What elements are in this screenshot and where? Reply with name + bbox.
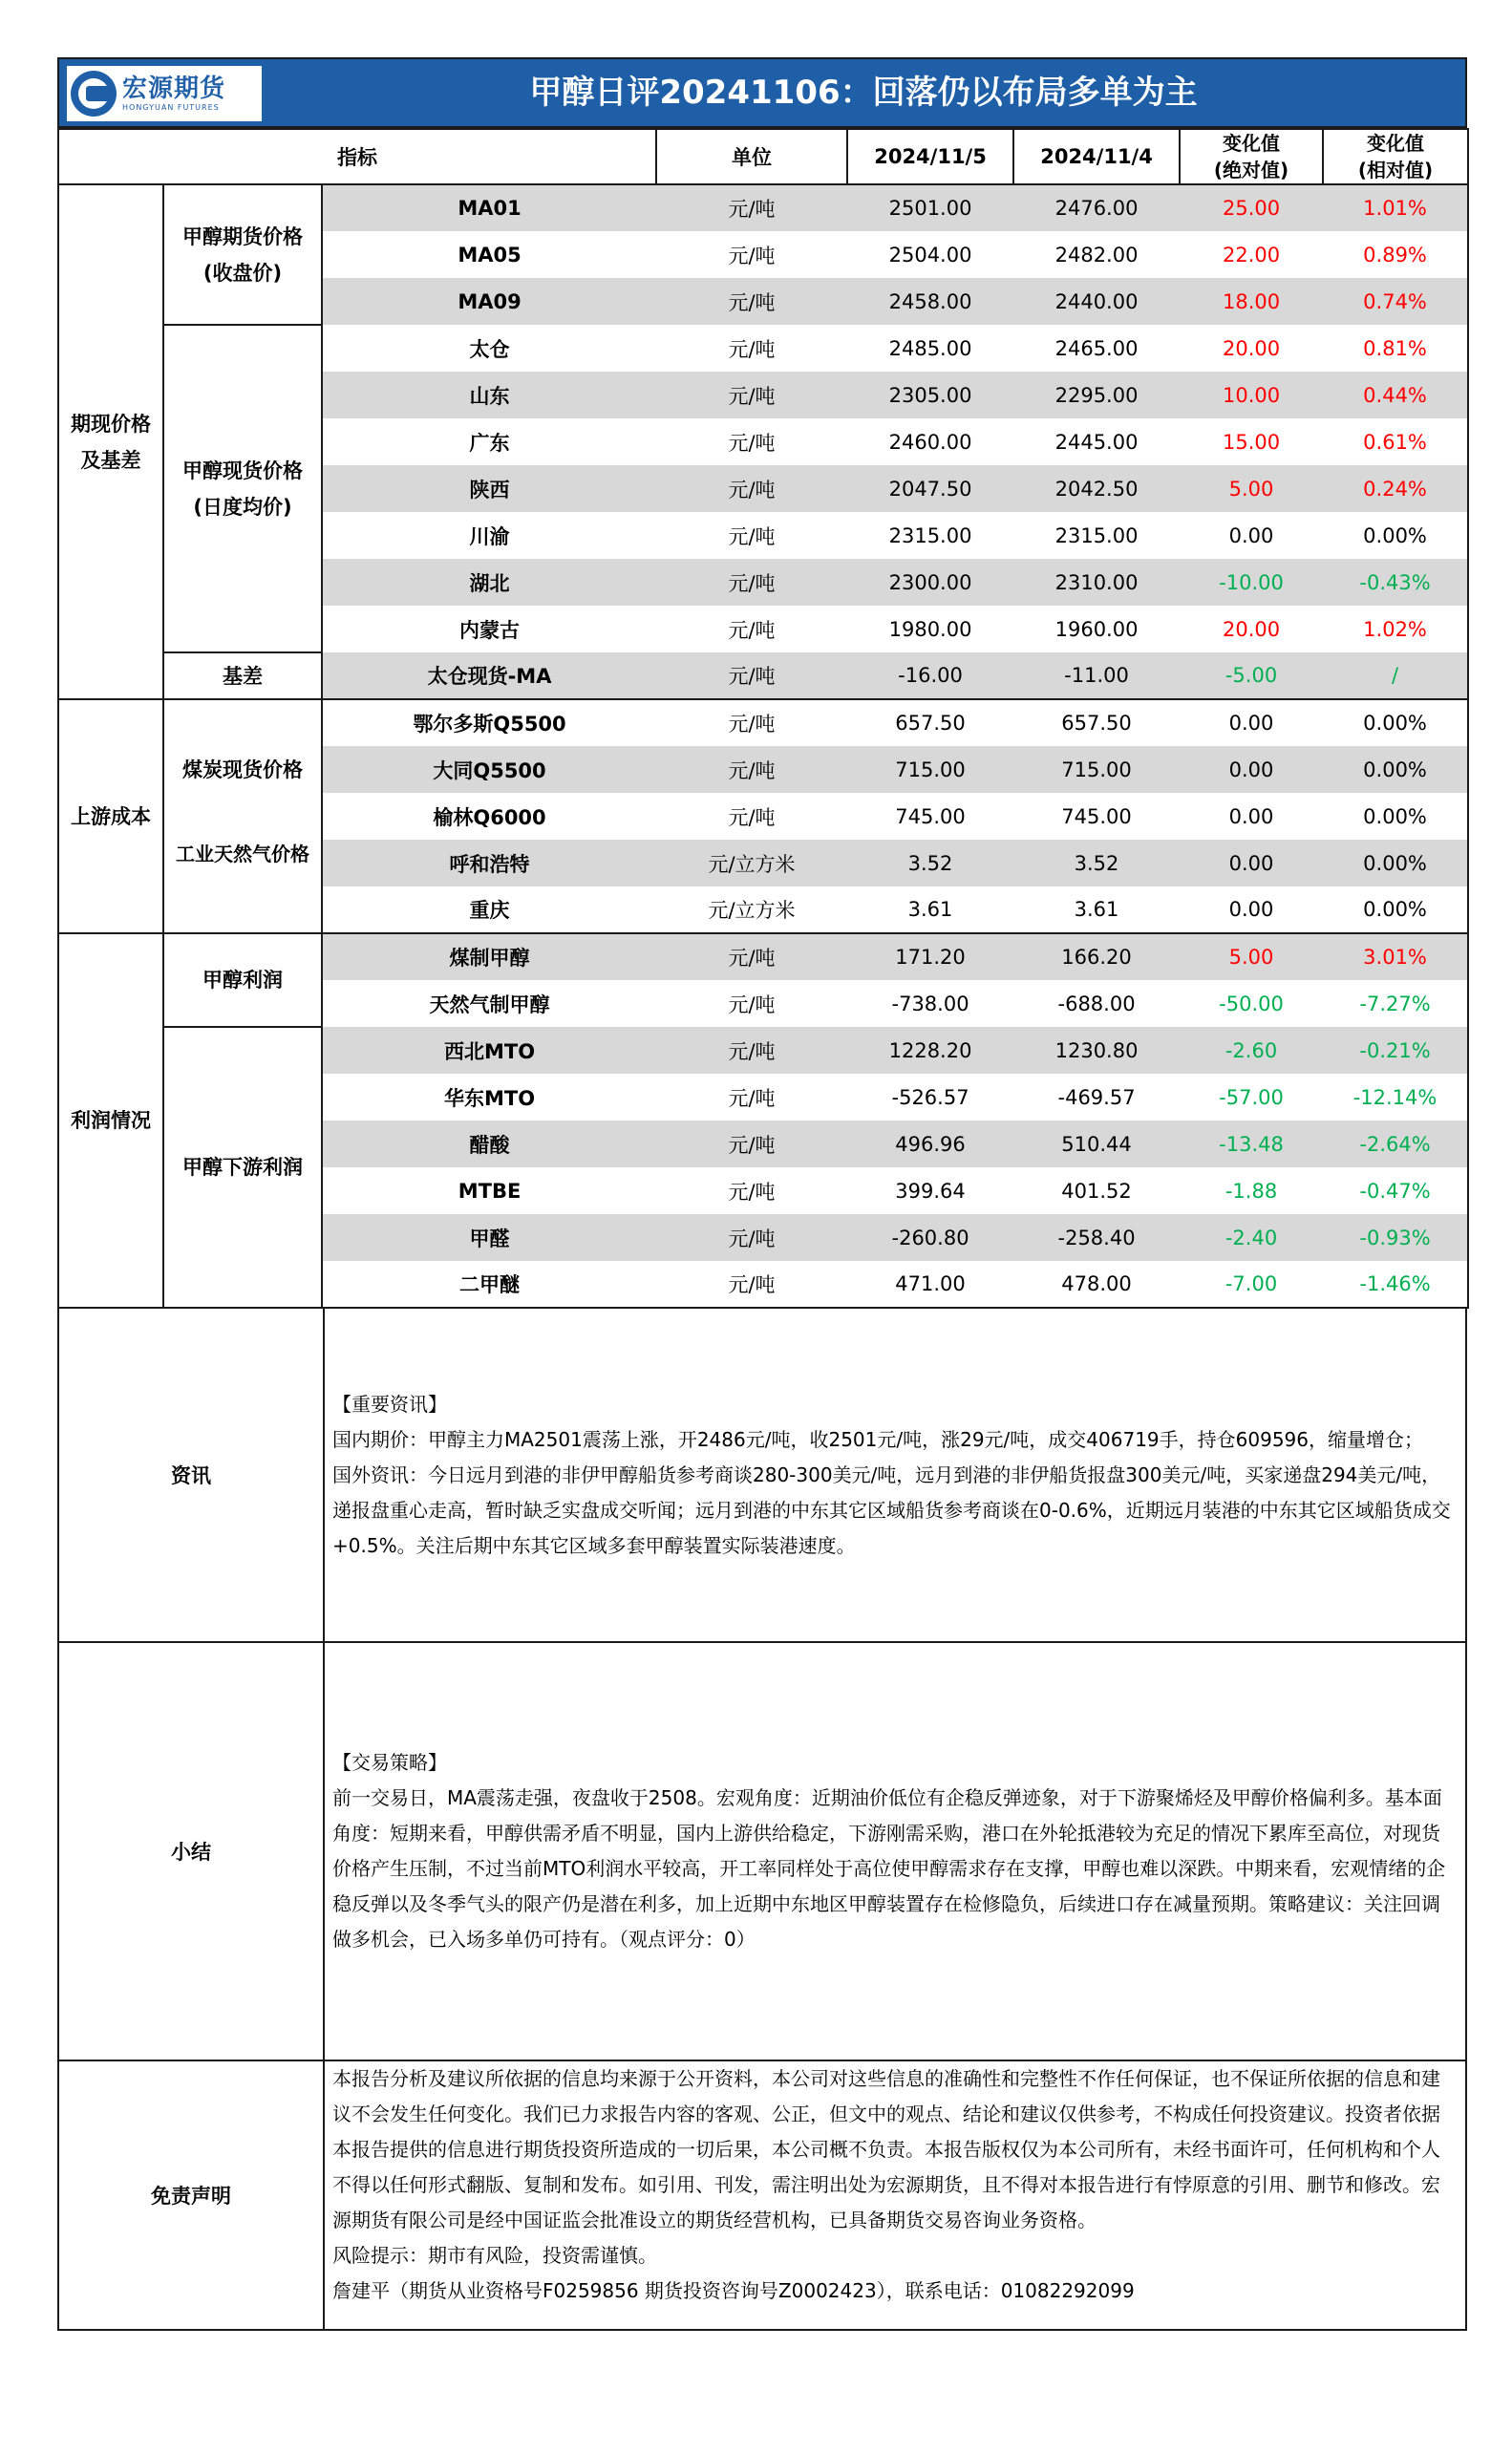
change-rel: -0.47%: [1323, 1167, 1468, 1214]
unit-cell: 元/吨: [656, 933, 847, 980]
unit-cell: 元/吨: [656, 184, 847, 231]
change-rel: 3.01%: [1323, 933, 1468, 980]
unit-cell: 元/立方米: [656, 886, 847, 933]
change-abs: 22.00: [1222, 243, 1281, 267]
value-date1: 496.96: [847, 1121, 1013, 1167]
change-abs: 0.00: [1228, 712, 1274, 735]
logo-name-en: HONGYUAN FUTURES: [122, 103, 220, 112]
indicator-name: 湖北: [322, 559, 656, 606]
subgroup-gas-price: 工业天然气价格: [163, 840, 322, 933]
change-rel: 0.81%: [1323, 325, 1468, 372]
value-date2: 478.00: [1013, 1261, 1180, 1308]
value-date2: 510.44: [1013, 1121, 1180, 1167]
value-date2: -469.57: [1057, 1085, 1136, 1109]
value-date1: 2305.00: [847, 372, 1013, 418]
indicator-name: 天然气制甲醇: [429, 993, 550, 1016]
value-date2: 401.52: [1061, 1179, 1132, 1203]
table-row: [58, 1027, 1468, 1074]
indicator-name: 二甲醚: [322, 1261, 656, 1308]
change-abs: -13.48: [1180, 1121, 1323, 1167]
change-rel: 0.00%: [1323, 886, 1468, 933]
change-abs: -5.00: [1180, 652, 1323, 699]
group-profit: 利润情况: [58, 933, 163, 1308]
change-abs: 0.00: [1180, 746, 1323, 793]
unit-cell: 元/吨: [656, 372, 847, 418]
table-row: [58, 840, 1468, 886]
subgroup-methanol-profit: 甲醇利润: [163, 933, 322, 1027]
logo-name-cn: 宏源期货: [122, 75, 226, 103]
value-date1: 657.50: [895, 712, 966, 735]
subgroup-downstream-profit: 甲醇下游利润: [163, 1027, 322, 1308]
change-abs: 0.00: [1180, 840, 1323, 886]
value-date1: -260.80: [847, 1214, 1013, 1261]
change-abs: -1.88: [1225, 1179, 1278, 1203]
change-abs: -10.00: [1180, 559, 1323, 606]
change-abs: 0.00: [1228, 523, 1274, 547]
value-date2: -11.00: [1013, 652, 1180, 699]
unit-cell: 元/吨: [728, 431, 776, 455]
unit-cell: 元/吨: [728, 1086, 776, 1110]
indicator-name: MTBE: [458, 1179, 522, 1203]
value-date2: -258.40: [1013, 1214, 1180, 1261]
unit-cell: 元/吨: [656, 1027, 847, 1074]
report-header: [57, 57, 1467, 128]
change-rel: 0.00%: [1323, 512, 1468, 559]
change-abs: 15.00: [1222, 430, 1281, 454]
value-date2: 2042.50: [1013, 465, 1180, 512]
value-date1: 2501.00: [847, 184, 1013, 231]
value-date1: 2458.00: [847, 278, 1013, 325]
indicator-name: 太仓现货-MA: [322, 652, 656, 699]
unit-cell: 元/吨: [728, 524, 776, 548]
news-body: [325, 1309, 1465, 1641]
change-rel: /: [1323, 652, 1468, 699]
value-date1: 1980.00: [888, 617, 972, 641]
change-rel: 1.02%: [1323, 606, 1468, 652]
value-date1: 745.00: [895, 804, 966, 828]
value-date1: 2485.00: [888, 336, 972, 360]
indicator-name: 醋酸: [322, 1121, 656, 1167]
report: [57, 57, 1467, 2331]
logo-mark-icon: [71, 71, 117, 117]
group-spot-futures-basis: 期现价格及基差: [58, 184, 163, 699]
unit-cell: 元/吨: [656, 746, 847, 793]
news-label: 资讯: [59, 1309, 325, 1641]
value-date2: 1960.00: [1054, 617, 1139, 641]
indicator-name: 陕西: [322, 465, 656, 512]
change-abs: 10.00: [1180, 372, 1323, 418]
value-date1: -526.57: [891, 1085, 969, 1109]
value-date2: 3.61: [1013, 886, 1180, 933]
unit-cell: 元/吨: [728, 993, 776, 1016]
table-row: [58, 184, 1468, 231]
summary-section: [57, 1643, 1467, 2061]
disclaimer-label: 免责声明: [59, 2061, 325, 2329]
value-date1: 1228.20: [847, 1027, 1013, 1074]
unit-cell: 元/吨: [728, 618, 776, 642]
col-change-rel: 变化值 (相对值): [1323, 129, 1468, 184]
change-abs: -2.60: [1180, 1027, 1323, 1074]
value-date1: 2047.50: [847, 465, 1013, 512]
indicator-name: 广东: [469, 431, 510, 455]
col-change-abs: 变化值 (绝对值): [1180, 129, 1323, 184]
value-date1: 715.00: [847, 746, 1013, 793]
col-indicator: 指标: [58, 129, 656, 184]
unit-cell: 元/吨: [656, 652, 847, 699]
unit-cell: 元/吨: [728, 337, 776, 361]
change-rel: -0.43%: [1323, 559, 1468, 606]
disclaimer-section: [57, 2061, 1467, 2331]
change-abs: 5.00: [1180, 465, 1323, 512]
value-date2: 2310.00: [1013, 559, 1180, 606]
value-date2: 2315.00: [1054, 523, 1139, 547]
change-rel: -0.93%: [1323, 1214, 1468, 1261]
value-date2: 657.50: [1061, 712, 1132, 735]
change-abs: -7.00: [1180, 1261, 1323, 1308]
analyst-contact: 詹建平（期货从业资格号F0259856 期货投资咨询号Z0002423），联系电话：01082292099: [332, 2279, 1135, 2302]
company-logo: [67, 66, 262, 121]
report-title: 甲醇日评20241106：回落仍以布局多单为主: [529, 74, 1198, 112]
table-row: [58, 933, 1468, 980]
table-header-row: [58, 129, 1468, 184]
value-date1: 2300.00: [847, 559, 1013, 606]
change-rel: 0.00%: [1323, 840, 1468, 886]
unit-cell: 元/吨: [728, 1180, 776, 1204]
change-rel: -12.14%: [1323, 1074, 1468, 1121]
indicator-name: 山东: [322, 372, 656, 418]
change-rel: 1.01%: [1323, 184, 1468, 231]
change-rel: -1.46%: [1323, 1261, 1468, 1308]
value-date2: 745.00: [1061, 804, 1132, 828]
col-date1: 2024/11/5: [847, 129, 1013, 184]
subgroup-basis: 基差: [163, 652, 322, 699]
indicator-name: 川渝: [469, 524, 510, 548]
change-rel: -2.64%: [1323, 1121, 1468, 1167]
change-rel: 0.44%: [1323, 372, 1468, 418]
value-date1: -16.00: [847, 652, 1013, 699]
unit-cell: 元/吨: [656, 559, 847, 606]
news-section: [57, 1309, 1467, 1643]
change-abs: 20.00: [1222, 617, 1281, 641]
disclaimer-text: 本报告分析及建议所依据的信息均来源于公开资料，本公司对这些信息的准确性和完整性不作任何保证，也不保证所依据的信息和建议不会发生任何变化。我们已力求报告内容的客观、公正，但文中的观点、结论和建议仅供参考，不构成任何投资建议。投资者依据本报告提供的信息进行期货投资所造成的一切后果，本公司概不负责。本报告版权仅为本公司所有，未经书面许可，任何机构和个人不得以任何形式翻版、复制和发布。如引用、刊发，需注明出处为宏源期货，且不得对本报告进行有悖原意的引用、删节和修改。宏源期货有限公司是经中国证监会批准设立的期货经营机构，已具备期货交易咨询业务资格。: [332, 2067, 1440, 2231]
summary-body: [325, 1643, 1465, 2060]
indicator-name: 鄂尔多斯Q5500: [413, 713, 566, 736]
change-abs: -57.00: [1219, 1085, 1284, 1109]
indicator-name: 甲醛: [322, 1214, 656, 1261]
indicator-name: 西北MTO: [322, 1027, 656, 1074]
value-date1: 2504.00: [888, 243, 972, 267]
indicator-name: 华东MTO: [443, 1086, 536, 1110]
indicator-name: 太仓: [469, 337, 510, 361]
news-foreign: 国外资讯：今日远月到港的非伊甲醇船货参考商谈280-300美元/吨，远月到港的非伊船货报盘300美元/吨，买家递盘294美元/吨，递报盘重心走高，暂时缺乏实盘成交听闻；远月到港的中东其它区域船货参考商谈在0-0.6%，近期远月装港的中东其它区域船货成交+0.5%。关注后期中东其它区域多套甲醇装置实际装港速度。: [332, 1462, 1451, 1557]
group-upstream-cost: 上游成本: [58, 699, 163, 933]
indicator-name: 大同Q5500: [322, 746, 656, 793]
value-date2: 2440.00: [1013, 278, 1180, 325]
indicator-name: 呼和浩特: [322, 840, 656, 886]
table-row: [58, 652, 1468, 699]
change-rel: 0.00%: [1323, 746, 1468, 793]
indicator-name: 重庆: [322, 886, 656, 933]
change-rel: 0.24%: [1323, 465, 1468, 512]
table-row: [58, 325, 1468, 372]
change-abs: 25.00: [1180, 184, 1323, 231]
disclaimer-body: [325, 2061, 1465, 2329]
change-abs: 0.00: [1180, 886, 1323, 933]
indicator-name: 煤制甲醇: [322, 933, 656, 980]
value-date2: 715.00: [1013, 746, 1180, 793]
unit-cell: 元/吨: [728, 713, 776, 736]
value-date2: 2445.00: [1054, 430, 1139, 454]
news-domestic: 国内期价：甲醇主力MA2501震荡上涨，开2486元/吨，收2501元/吨，涨29元/吨，成交406719手，持仓609596，缩量增仓；: [332, 1427, 1423, 1451]
change-rel: 0.00%: [1323, 699, 1468, 746]
col-unit: 单位: [656, 129, 847, 184]
value-date2: 2295.00: [1013, 372, 1180, 418]
change-abs: 0.00: [1228, 804, 1274, 828]
value-date1: 171.20: [847, 933, 1013, 980]
risk-warning: 风险提示：期市有风险，投资需谨慎。: [332, 2244, 657, 2267]
change-abs: -50.00: [1219, 992, 1284, 1015]
subgroup-spot-price: 甲醇现货价格(日度均价): [163, 325, 322, 652]
subgroup-futures-price: 甲醇期货价格(收盘价): [163, 184, 322, 325]
unit-cell: 元/吨: [728, 805, 776, 829]
change-abs: 20.00: [1222, 336, 1281, 360]
unit-cell: 元/吨: [656, 1261, 847, 1308]
change-abs: 5.00: [1180, 933, 1323, 980]
value-date2: 1230.80: [1013, 1027, 1180, 1074]
value-date1: 3.52: [847, 840, 1013, 886]
change-abs: -2.40: [1180, 1214, 1323, 1261]
subgroup-coal-price: 煤炭现货价格: [163, 699, 322, 840]
change-rel: -0.21%: [1323, 1027, 1468, 1074]
value-date1: 399.64: [895, 1179, 966, 1203]
summary-strategy: 前一交易日，MA震荡走强，夜盘收于2508。宏观角度：近期油价低位有企稳反弹迹象，对于下游聚烯烃及甲醇价格偏利多。基本面角度：短期来看，甲醇供需矛盾不明显，国内上游供给稳定，下游刚需采购，港口在外轮抵港较为充足的情况下累库至高位，对现货价格产生压制，不过当前MTO利润水平较高，开工率同样处于高位使甲醇需求存在支撑，甲醇也难以深跌。中期来看，宏观情绪的企稳反弹以及冬季气头的限产仍是潜在利多，加上近期中东地区甲醇装置存在检修隐负，后续进口存在减量预期。策略建议：关注回调做多机会，已入场多单仍可持有。（观点评分：0）: [332, 1786, 1446, 1951]
change-rel: -7.27%: [1323, 980, 1468, 1027]
value-date2: 166.20: [1013, 933, 1180, 980]
change-rel: 0.61%: [1323, 418, 1468, 465]
unit-cell: 元/吨: [656, 1121, 847, 1167]
indicator-name: MA01: [322, 184, 656, 231]
unit-cell: 元/吨: [656, 278, 847, 325]
unit-cell: 元/立方米: [656, 840, 847, 886]
indicator-name: MA05: [458, 243, 522, 267]
value-date1: 2460.00: [888, 430, 972, 454]
table-row: [58, 699, 1468, 746]
value-date1: 2315.00: [888, 523, 972, 547]
indicator-name: 内蒙古: [459, 618, 521, 642]
col-date2: 2024/11/4: [1013, 129, 1180, 184]
news-heading: 【重要资讯】: [332, 1392, 447, 1416]
summary-heading: 【交易策略】: [332, 1751, 447, 1774]
indicator-name: MA09: [322, 278, 656, 325]
summary-label: 小结: [59, 1643, 325, 2060]
value-date2: 2476.00: [1013, 184, 1180, 231]
unit-cell: 元/吨: [728, 244, 776, 267]
value-date2: 2482.00: [1054, 243, 1139, 267]
change-abs: 18.00: [1180, 278, 1323, 325]
value-date2: 3.52: [1013, 840, 1180, 886]
change-rel: 0.74%: [1323, 278, 1468, 325]
value-date1: 3.61: [847, 886, 1013, 933]
unit-cell: 元/吨: [656, 1214, 847, 1261]
indicator-table: [57, 128, 1469, 1309]
change-rel: 0.89%: [1323, 231, 1468, 278]
unit-cell: 元/吨: [656, 465, 847, 512]
change-rel: 0.00%: [1323, 793, 1468, 840]
value-date1: -738.00: [891, 992, 969, 1015]
value-date2: -688.00: [1057, 992, 1136, 1015]
value-date2: 2465.00: [1054, 336, 1139, 360]
value-date1: 471.00: [847, 1261, 1013, 1308]
indicator-name: 榆林Q6000: [433, 805, 546, 829]
